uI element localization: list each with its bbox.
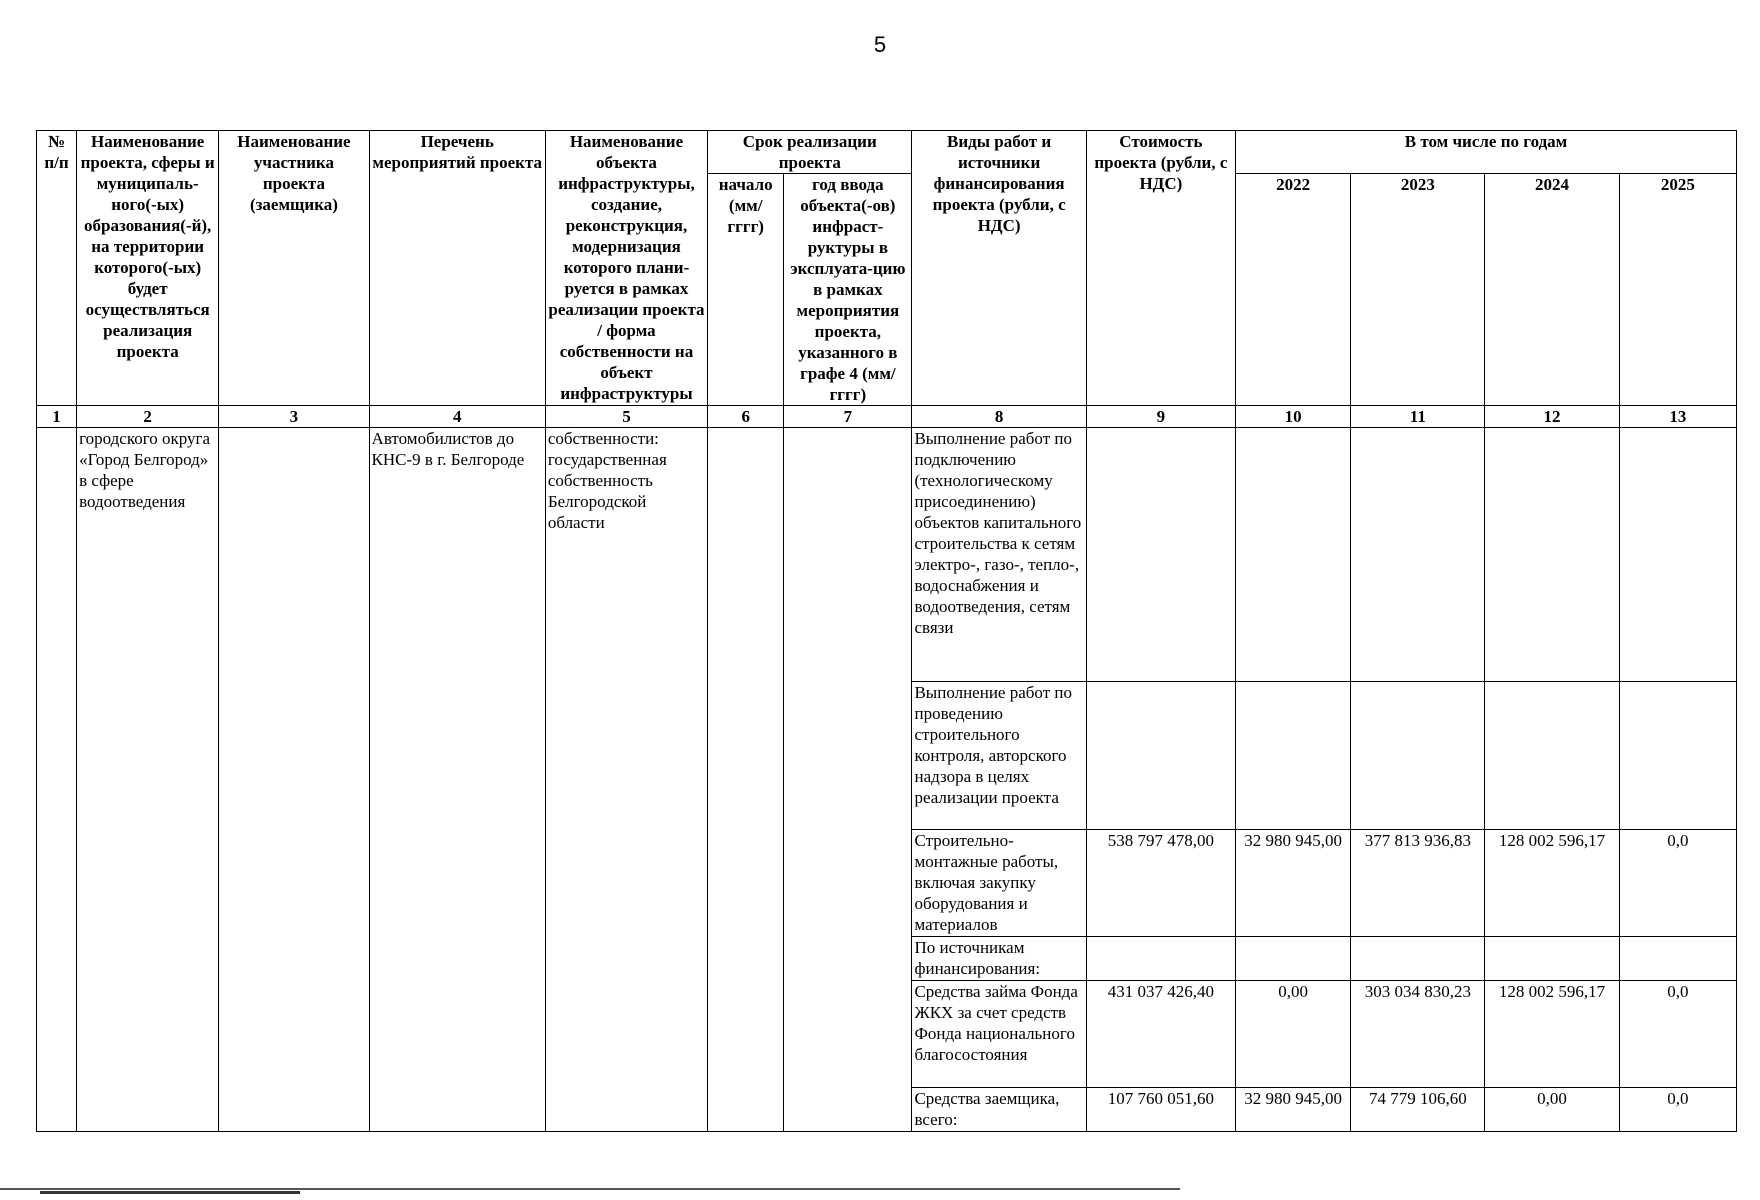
header-commissioning: год ввода объекта(-ов) инфраст-руктуры в эксплуата-цию в рамках мероприятия проекта, указанного в графе 4 (мм/гггг) — [784, 174, 912, 406]
header-number: № п/п — [37, 131, 77, 406]
bottom-rule-accent — [40, 1191, 300, 1194]
year-2022-cell: 32 980 945,00 — [1236, 1087, 1351, 1131]
infrastructure-cell: собственности: государственная собственность Белгородской области — [545, 428, 707, 1132]
year-2024-cell — [1485, 936, 1619, 980]
header-work-types: Виды работ и источники финансирования проекта (рубли, с НДС) — [912, 131, 1086, 406]
bottom-rule — [0, 1188, 1180, 1190]
year-2024-cell: 0,00 — [1485, 1087, 1619, 1131]
column-number: 12 — [1485, 406, 1619, 428]
column-number: 6 — [708, 406, 784, 428]
year-2023-cell — [1351, 428, 1485, 682]
year-2024-cell: 128 002 596,17 — [1485, 980, 1619, 1087]
column-number: 8 — [912, 406, 1086, 428]
column-number: 13 — [1619, 406, 1736, 428]
header-year-2023: 2023 — [1351, 174, 1485, 406]
column-number: 3 — [219, 406, 369, 428]
year-2024-cell — [1485, 428, 1619, 682]
column-number: 10 — [1236, 406, 1351, 428]
year-2022-cell — [1236, 936, 1351, 980]
work-type-cell: Выполнение работ по подключению (технологическому присоединению) объектов капитального строительства к сетям электро-, газо-, тепло-, водоснабжения и водоотведения, сетям связи — [912, 428, 1086, 682]
work-type-cell: Средства заемщика, всего: — [912, 1087, 1086, 1131]
header-infrastructure: Наименование объекта инфраструктуры, создание, реконструкция, модернизация которого плани-руется в рамках реализации проекта / форма собственности на объект инфраструктуры — [545, 131, 707, 406]
cost-cell — [1086, 428, 1235, 682]
activities-cell: Автомобилистов до КНС-9 в г. Белгороде — [369, 428, 545, 1132]
column-number: 7 — [784, 406, 912, 428]
column-number: 9 — [1086, 406, 1235, 428]
column-number-row — [37, 406, 1737, 428]
column-number: 5 — [545, 406, 707, 428]
work-type-cell: По источникам финансирования: — [912, 936, 1086, 980]
year-2025-cell: 0,0 — [1619, 829, 1736, 936]
year-2024-cell: 128 002 596,17 — [1485, 829, 1619, 936]
year-2022-cell: 32 980 945,00 — [1236, 829, 1351, 936]
participant-cell — [219, 428, 369, 1132]
year-2025-cell — [1619, 428, 1736, 682]
year-2025-cell — [1619, 936, 1736, 980]
cost-cell — [1086, 681, 1235, 829]
year-2022-cell — [1236, 428, 1351, 682]
work-type-cell: Выполнение работ по проведению строительного контроля, авторского надзора в целях реализации проекта — [912, 681, 1086, 829]
number-cell — [37, 428, 77, 1132]
project-table — [36, 130, 1737, 1132]
cost-cell: 431 037 426,40 — [1086, 980, 1235, 1087]
year-2023-cell — [1351, 681, 1485, 829]
column-number: 2 — [77, 406, 219, 428]
year-2023-cell: 74 779 106,60 — [1351, 1087, 1485, 1131]
header-cost: Стоимость проекта (рубли, с НДС) — [1086, 131, 1235, 406]
year-2023-cell — [1351, 936, 1485, 980]
year-2022-cell: 0,00 — [1236, 980, 1351, 1087]
year-2025-cell — [1619, 681, 1736, 829]
year-2025-cell: 0,0 — [1619, 980, 1736, 1087]
project-name-cell: городского округа «Город Белгород» в сфере водоотведения — [77, 428, 219, 1132]
header-year-2025: 2025 — [1619, 174, 1736, 406]
column-number: 11 — [1351, 406, 1485, 428]
header-timeline: Срок реализации проекта — [708, 131, 912, 174]
header-year-2022: 2022 — [1236, 174, 1351, 406]
year-2024-cell — [1485, 681, 1619, 829]
start-cell — [708, 428, 784, 1132]
page-number: 5 — [873, 32, 887, 57]
year-2025-cell: 0,0 — [1619, 1087, 1736, 1131]
work-type-cell: Средства займа Фонда ЖКХ за счет средств Фонда национального благосостояния — [912, 980, 1086, 1087]
cost-cell: 538 797 478,00 — [1086, 829, 1235, 936]
header-row-1 — [37, 131, 1737, 174]
header-participant: Наименование участника проекта (заемщика) — [219, 131, 369, 406]
header-years-group: В том числе по годам — [1236, 131, 1737, 174]
column-number: 1 — [37, 406, 77, 428]
commissioning-cell — [784, 428, 912, 1132]
cost-cell — [1086, 936, 1235, 980]
table-row — [37, 428, 1737, 682]
work-type-cell: Строительно-монтажные работы, включая закупку оборудования и материалов — [912, 829, 1086, 936]
header-year-2024: 2024 — [1485, 174, 1619, 406]
year-2023-cell: 303 034 830,23 — [1351, 980, 1485, 1087]
year-2023-cell: 377 813 936,83 — [1351, 829, 1485, 936]
cost-cell: 107 760 051,60 — [1086, 1087, 1235, 1131]
column-number: 4 — [369, 406, 545, 428]
header-project-name: Наименование проекта, сферы и муниципаль-ного(-ых) образования(-й), на территории которого(-ых) будет осуществляться реализация проекта — [77, 131, 219, 406]
header-activities: Перечень мероприятий проекта — [369, 131, 545, 406]
header-start: начало (мм/ гггг) — [708, 174, 784, 406]
year-2022-cell — [1236, 681, 1351, 829]
